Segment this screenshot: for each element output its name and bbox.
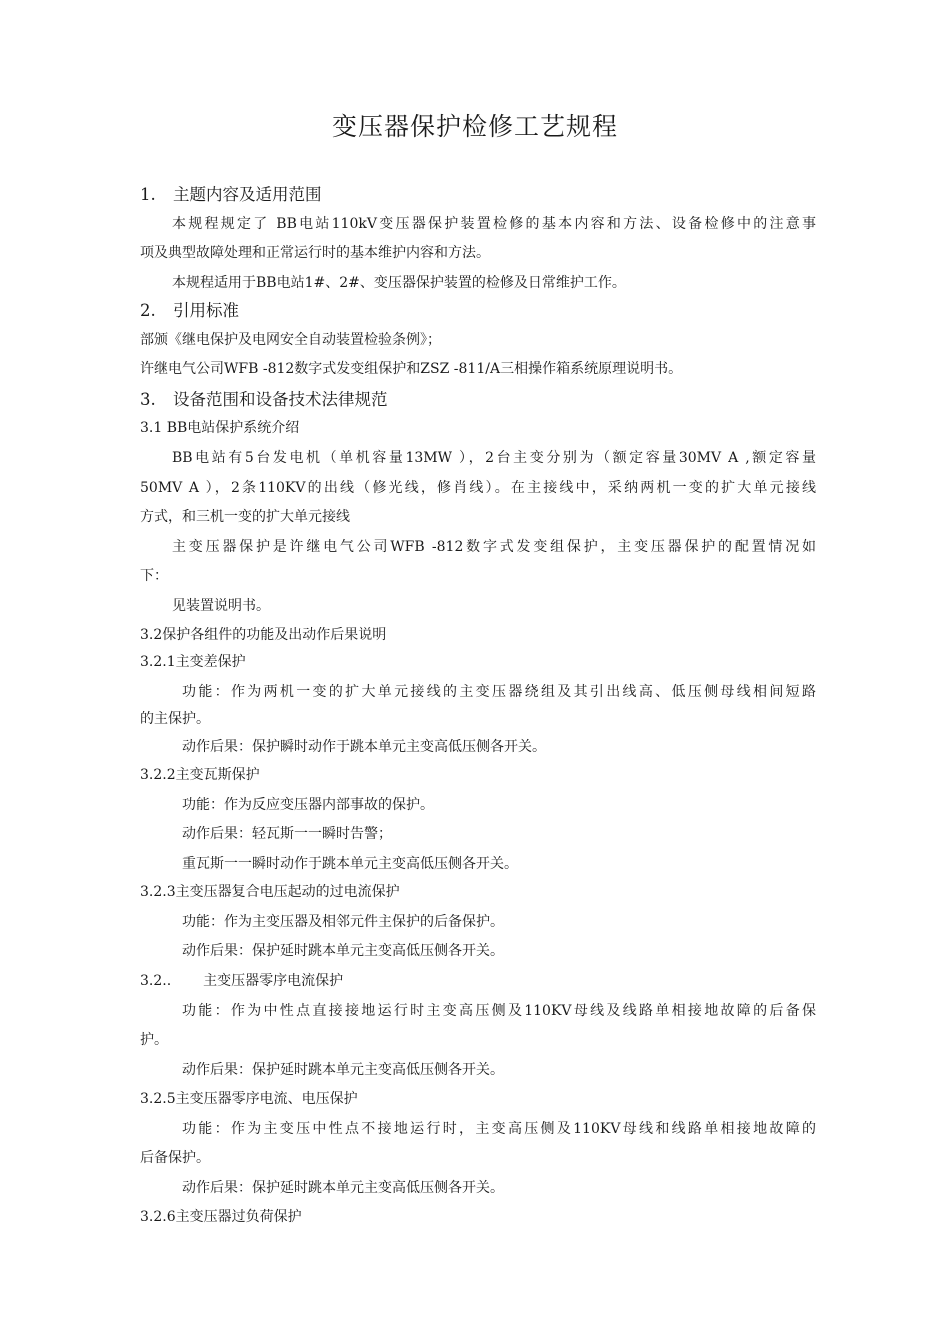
subsection-3-2-1-heading: 3.2.1主变差保护 (140, 654, 246, 670)
section-3-heading (140, 389, 388, 411)
paragraph-line: 的主保护。 (140, 711, 210, 727)
section-2-heading (140, 300, 239, 322)
subsection-3-2-6-heading: 3.2.6主变压器过负荷保护 (140, 1209, 302, 1225)
subsection-3-1-heading: 3.1 BB电站保护系统介绍 (140, 420, 300, 436)
paragraph-line: 重瓦斯一一瞬时动作于跳本单元主变高低压侧各开关。 (182, 856, 518, 872)
paragraph-line: 方式，和三机一变的扩大单元接线 (140, 509, 350, 525)
paragraph-line: 动作后果：保护延时跳本单元主变高低压侧各开关。 (182, 943, 504, 959)
paragraph-line: 功能：作为中性点直接接地运行时主变高压侧及110KV母线及线路单相接地故障的后备保 (182, 1003, 816, 1019)
reference-item: 许继电气公司WFB -812数字式发变组保护和ZSZ -811/A三相操作箱系统原理说明书。 (140, 361, 683, 377)
paragraph-line: 动作后果：保护瞬时动作于跳本单元主变高低压侧各开关。 (182, 739, 546, 755)
paragraph-line: 见装置说明书。 (172, 598, 270, 614)
subsection-3-2-heading: 3.2保护各组件的功能及出动作后果说明 (140, 627, 387, 643)
subsection-3-2-3-heading: 3.2.3主变压器复合电压起动的过电流保护 (140, 884, 400, 900)
paragraph-line: 动作后果：保护延时跳本单元主变高低压侧各开关。 (182, 1180, 504, 1196)
paragraph-line: 50MV A ），2条110KV的出线（修光线，修肖线）。在主接线中，采纳两机一变的扩大单元接线 (140, 480, 816, 496)
paragraph-line: 下： (140, 568, 168, 584)
subsection-3-2-4-heading (140, 971, 343, 991)
section-2-title: 引用标准 (173, 301, 239, 320)
subsection-3-2-5-heading: 3.2.5主变压器零序电流、电压保护 (140, 1091, 358, 1107)
paragraph-line: 本规程适用于BB电站1#、2#、变压器保护装置的检修及日常维护工作。 (172, 275, 626, 291)
section-3-title: 设备范围和设备技术法律规范 (173, 390, 388, 409)
paragraph-line: 动作后果：保护延时跳本单元主变高低压侧各开关。 (182, 1062, 504, 1078)
page-title: 变压器保护检修工艺规程 (331, 112, 618, 141)
paragraph-line: 护。 (140, 1032, 168, 1048)
reference-item: 部颁《继电保护及电网安全自动装置检验条例》； (140, 332, 441, 348)
subsection-3-2-2-heading: 3.2.2主变瓦斯保护 (140, 767, 260, 783)
paragraph-line: 动作后果：轻瓦斯一一瞬时告警； (182, 826, 392, 842)
section-3-number: 3. (140, 390, 156, 409)
subsection-3-2-4-title: 主变压器零序电流保护 (203, 973, 344, 989)
paragraph-line: 功能：作为反应变压器内部事故的保护。 (182, 797, 434, 813)
paragraph-line: 后备保护。 (140, 1150, 210, 1166)
section-1-title: 主题内容及适用范围 (173, 185, 322, 204)
paragraph-line: 项及典型故障处理和正常运行时的基本维护内容和方法。 (140, 245, 490, 261)
paragraph-line: BB电站有5台发电机（单机容量13MW ），2台主变分别为（额定容量30MV A ,额定容量 (172, 450, 816, 466)
subsection-3-2-4-number: 3.2.. (140, 973, 172, 989)
section-1-heading (140, 184, 322, 206)
section-2-number: 2. (140, 301, 156, 320)
paragraph-line: 功能：作为主变压中性点不接地运行时，主变高压侧及110KV母线和线路单相接地故障的 (182, 1121, 816, 1137)
paragraph-line: 本规程规定了 BB电站110kV变压器保护装置检修的基本内容和方法、设备检修中的注意事 (172, 216, 816, 232)
paragraph-line: 功能：作为两机一变的扩大单元接线的主变压器绕组及其引出线高、低压侧母线相间短路 (182, 684, 816, 700)
paragraph-line: 功能：作为主变压器及相邻元件主保护的后备保护。 (182, 914, 504, 930)
paragraph-line: 主变压器保护是许继电气公司WFB -812数字式发变组保护，主变压器保护的配置情况如 (172, 539, 816, 555)
section-1-number: 1. (140, 185, 156, 204)
